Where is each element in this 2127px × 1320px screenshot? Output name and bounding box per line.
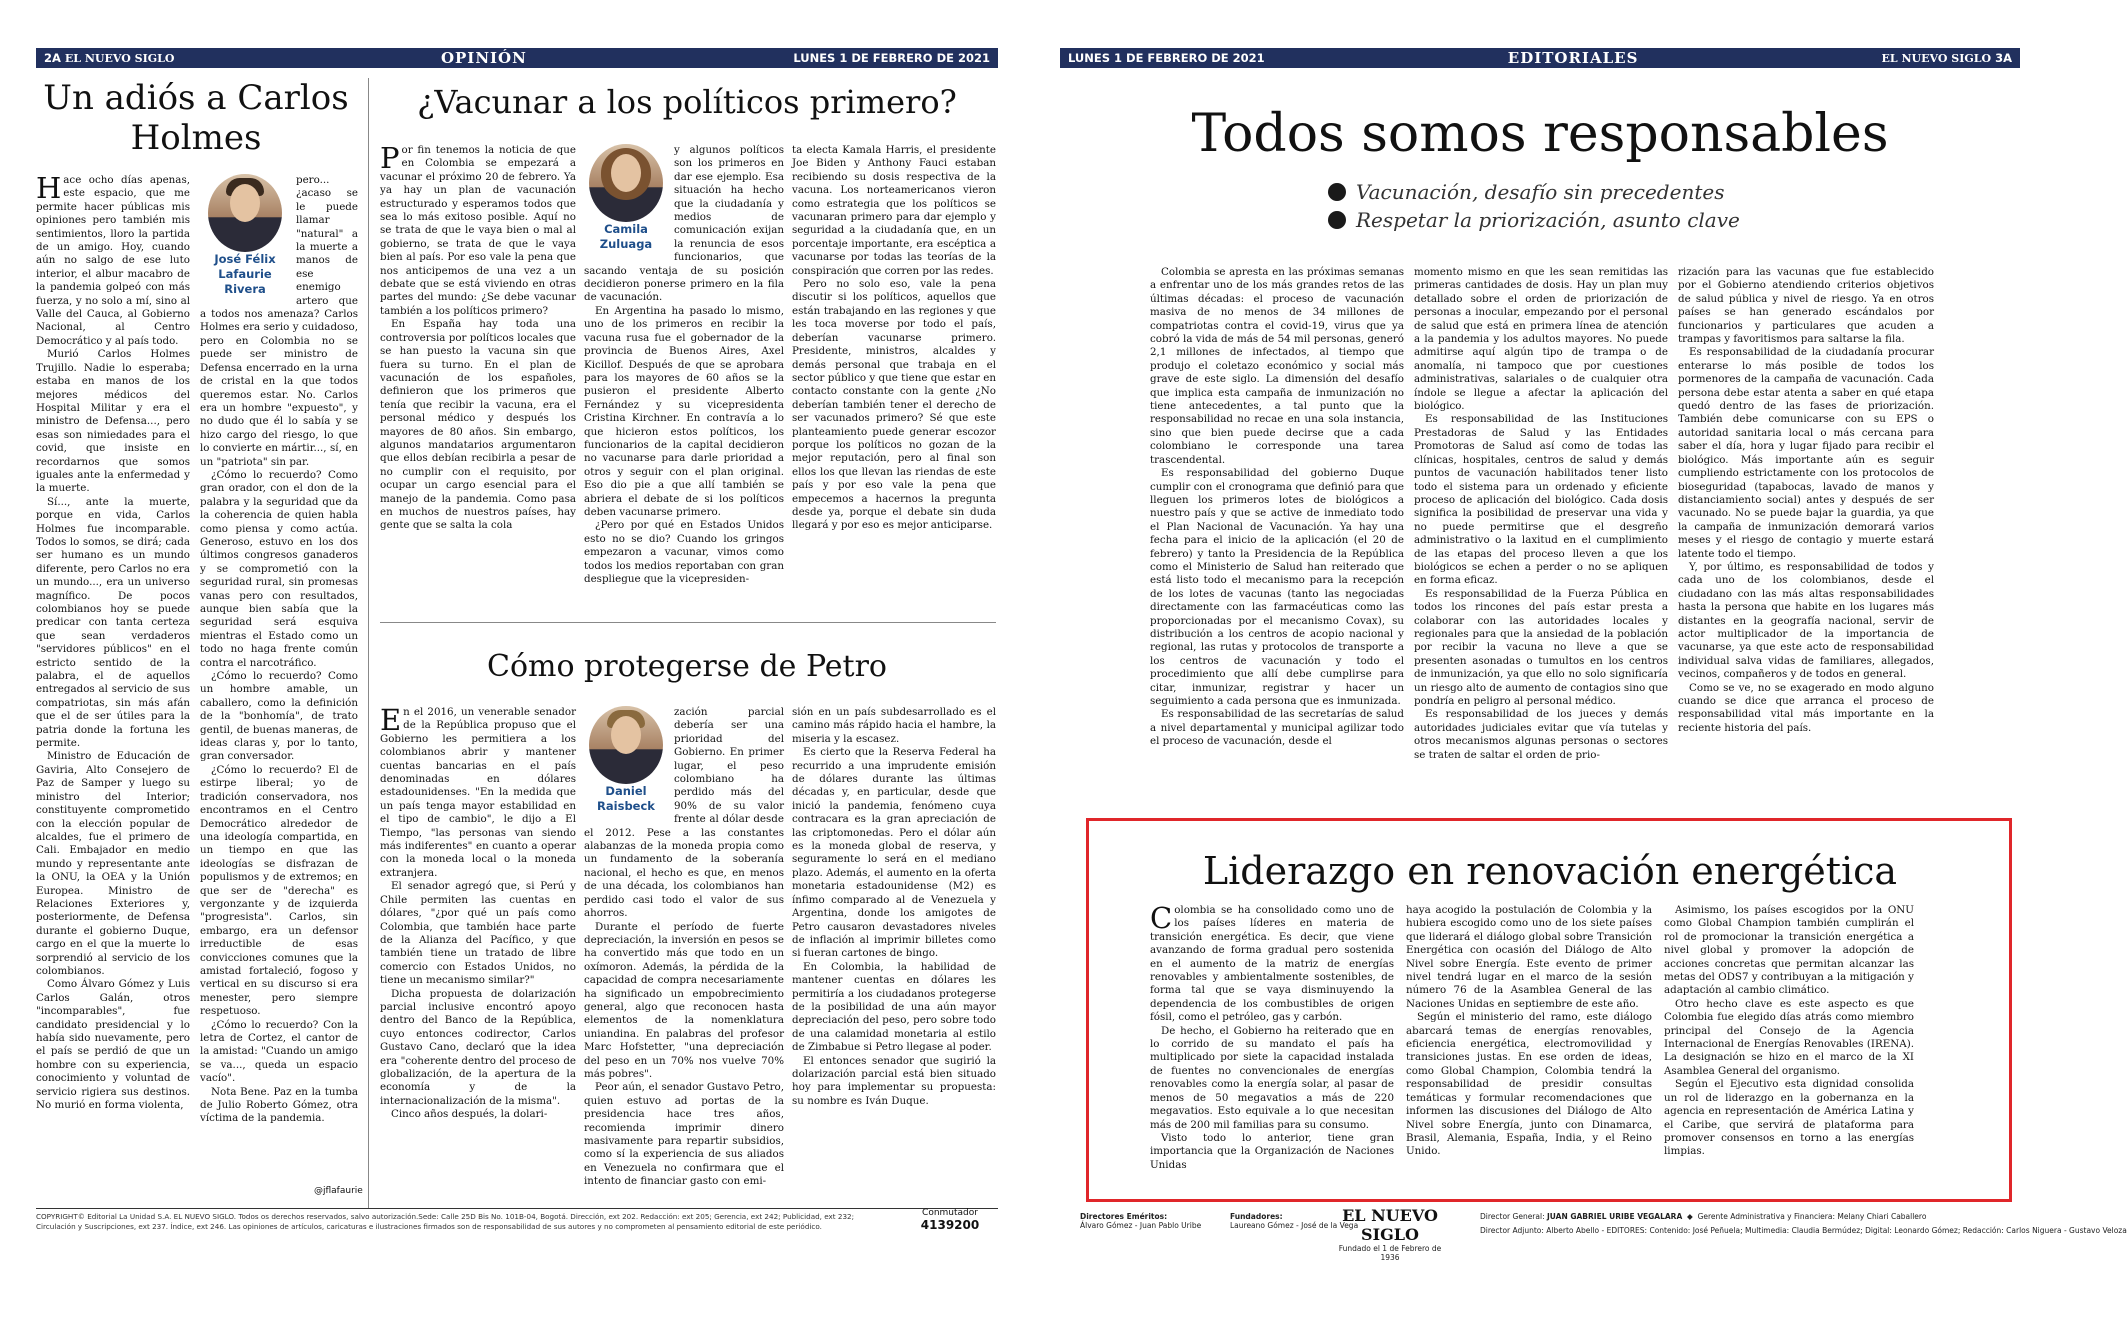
left-footer: COPYRIGHT© Editorial La Unidad S.A. EL NUEVO SIGLO. Todos os derechos reservados, salvo autorización.Sede: Calle 25D Bis No. 101B-04, Bogotá. Dirección, ext 202. Redacción: ext 205; Gerencia, ext 242; Publicidad, ext 232; Circulación y Suscripciones, ext 237. Índice, ext 246. Las opiniones de artículos, caricaturas e ilustraciones firmados son de responsabilidad de sus autores y no comprometen al pensamiento editorial de este periódico. [36, 1212, 855, 1231]
author-handle: @jflafaurie [314, 1186, 363, 1196]
editorial-title-liderazgo: Liderazgo en renovación energética [1202, 849, 1898, 893]
footer-rule [36, 1208, 998, 1209]
article-body-vacunar-col3: ta electa Kamala Harris, el presidente Joe Biden y Anthony Fauci estaban recibiendo su dosis respectiva de la vacuna. Los norteamericanos vieron como estrategia que los políticos se vacunaran primero para dar ejemplo y seguridad a la ciudadanía que, en un porcentaje importante, era escéptica a vacunarse por todas las teorías de la conspiración que corren por las redes. Pero no solo eso, vale la pena discutir si los políticos, aquellos que están trabajando en las regiones y que les toca moverse por todo el país, deberían vacunarse primero. Presidente, ministros, alcaldes y demás personal que trabaja en el sector público y que tiene que estar en contacto constante con la gente ¿No deberían también tener el derecho de ser vacunados primero? Sé que este planteamiento puede generar escozor porque los políticos no gozan de la mejor reputación, pero al final son ellos los que llevan las riendas de este país y por eso vale la pena que empecemos a hacernos la pregunta desde ya, porque el debate sin duda llegará y por eso es mejor anticiparse. [792, 144, 996, 532]
article-title-vacunar: ¿Vacunar a los políticos primero? [417, 83, 957, 121]
highlight-box [1086, 818, 2012, 1202]
author-box [200, 174, 290, 297]
paper-logo: EL NUEVO SIGLO [1342, 1206, 1438, 1244]
right-section-strip [1060, 48, 2020, 68]
author-box [584, 144, 668, 252]
editorial-title-responsables: Todos somos responsables [1191, 104, 1889, 164]
editors-line: Director Adjunto: Alberto Abello - EDITORES: Contenido: José Peñuela; Multimedia: Claudia Bermúdez; Digital: Leonardo Gómez; Redacción: Carlos Niguera - Gustavo Veloza [1480, 1226, 2127, 1235]
paper-name: EL NUEVO SIGLO [1881, 52, 1992, 65]
article-title-adios: Un adiós a Carlos Holmes [43, 78, 349, 158]
bullet-dot-icon [1328, 211, 1346, 229]
page-date: LUNES 1 DE FEBRERO DE 2021 [1068, 51, 1265, 65]
paper-name: EL NUEVO SIGLO [64, 52, 175, 65]
bullet-dot-icon [1328, 183, 1346, 201]
staff-block: Director General: JUAN GABRIEL URIBE VEGALARA ◆ Gerente Administrativa y Financiera: Melany Chiari Caballero [1480, 1212, 1927, 1221]
author-photo [589, 144, 663, 222]
article-body-adios-col2: José Félix Lafaurie Rivera pero... ¿acaso se le puede llamar "natural" a la muerte a manos de ese enemigo artero que a todos nos amenaza? Carlos Holmes era serio y cuidadoso, pero en Colombia no se puede ser ministro de Defensa encerrado en la urna de cristal en la que todos queremos estar. No. Carlos era un hombre "expuesto", y no dudo que él lo sabía y se hizo cargo del riesgo, lo que lo convierte en mártir..., sí, en un "patriota" sin par. ¿Cómo lo recuerdo? Como gran orador, con el don de la palabra y la seguridad que da la coherencia de quien habla como piensa y como actúa. Generoso, estuvo en los dos últimos congresos ganaderos y se comprometió con la seguridad rural, sin promesas vanas pero con resultados, aunque bien sabía que la seguridad será esquiva mientras el Estado como un todo no haga frente común contra el narcotráfico. ¿Cómo lo recuerdo? Como un hombre amable, un caballero, como la definición de la "bonhomía", de trato gentil, de buenas maneras, de ideas claras y, por lo tanto, gran conversador. ¿Cómo lo recuerdo? El de estirpe liberal; yo de tradición conservadora, nos encontramos en el Centro Democrático alrededor de una ideología compartida, en un tiempo en que las ideologías se disfrazan de populismos y de extremos; en que ser de "derecha" es vergonzante y de izquierda "progresista". Carlos, sin embargo, era un defensor irreductible de esas convicciones comunes que la amistad fortaleció, fogoso y vertical en su discurso si era menester, pero siempre respetuoso. ¿Cómo lo recuerdo? Con la letra de Cortez, el cantor de la amistad: "Cuando un amigo se va..., queda un espacio vacío". Nota Bene. Paz en la tumba de Julio Roberto Gómez, otra víctima de la pandemia. [200, 174, 358, 1125]
author-name: José Félix Lafaurie Rivera [214, 252, 276, 296]
editorial2-body-col2: haya acogido la postulación de Colombia y la hubiera escogido como uno de los siete países que liderará el diálogo global sobre Transición Energética con ocasión del Diálogo de Alto Nivel sobre Energía. Este evento de primer nivel tendrá lugar en el marco de la sesión número 76 de la Asamblea General de las Naciones Unidas en septiembre de este año. Según el ministerio del ramo, este diálogo abarcará temas de energías renovables, eficiencia energética, electromovilidad y transiciones justas. En ese orden de ideas, como Global Champion, Colombia tendrá la responsabilidad de presidir consultas temáticas y formular recomendaciones que informen las discusiones del Diálogo de Alto Nivel sobre Energía, junto con Dinamarca, Brasil, Alemania, España, India, y el Reino Unido. [1406, 904, 1652, 1158]
commutator: Conmutador 4139200 [920, 1208, 980, 1232]
editorial-bullets [1328, 180, 1740, 236]
editorial-body-col2: momento mismo en que les sean remitidas las primeras cantidades de dosis. Hay un plan muy detallado sobre el orden de priorización de personas a inocular, empezando por el personal de salud que está en primera línea de atención a la pandemia y los adultos mayores. No puede admitirse aquí algún tipo de trampa o de anomalía, ni tampoco que por cuestiones administrativas, salariales o de cualquier otra índole se llegue a afectar la aplicación del biológico. Es responsabilidad de las Instituciones Prestadoras de Salud y las Entidades Promotoras de Salud así como de todas las clínicas, hospitales, centros de salud y demás puntos de vacunación habilitados tener listo todo el sistema para un ordenado y eficiente proceso de aplicación del biológico. Cada dosis significa la posibilidad de preservar una vida y no puede permitirse que el desgreño administrativo o la laxitud en el cumplimiento de las etapas del proceso lleven a que los biológicos se echen a perder o no se apliquen en forma eficaz. Es responsabilidad de la Fuerza Pública en todos los rincones del país estar presta a colaborar con las autoridades locales y regionales para que la ansiedad de la población por recibir la vacuna no lleve a que se presenten asonadas o tumultos en los centros de inmunización, ya que ello no solo significaría un riesgo alto de aumento de contagios sino que pondría en peligro al personal médico. Es responsabilidad de los jueces y demás autoridades judiciales evitar que vía tutelas y otros mecanismos algunas personas o sectores se traten de saltar el orden de prio- [1414, 266, 1668, 761]
page-number: 2A [44, 51, 61, 65]
article-divider [380, 622, 996, 623]
section-name: EDITORIALES [1507, 49, 1639, 67]
logo-block: EL NUEVO SIGLO Fundado el 1 de Febrero de 1936 [1330, 1206, 1450, 1262]
author-box [584, 706, 668, 814]
column-rule [368, 78, 369, 1208]
left-page-opinion [36, 48, 998, 1218]
left-section-strip [36, 48, 998, 68]
author-name: Camila Zuluaga [599, 222, 653, 251]
emeritus-block: Directores Eméritos: Álvaro Gómez - Juan Pablo Uribe [1080, 1212, 1202, 1230]
author-name: Daniel Raisbeck [597, 784, 655, 813]
article-body-petro-col3: sión en un país subdesarrollado es el camino más rápido hacia el hambre, la miseria y la escasez. Es cierto que la Reserva Federal ha recurrido a una imprudente emisión de dólares durante las últimas décadas y, en particular, desde que inició la pandemia, fenómeno cuya contracara es la gran apreciación de las criptomonedas. Pero el dólar aún es la moneda global de reserva, y seguramente lo será en el mediano plazo. Además, el aumento en la oferta monetaria estadounidense (M2) es ínfimo comparado al de Venezuela y Argentina, donde los amigotes de Petro causaron devastadores niveles de inflación al imprimir billetes como si fueran cartones de bingo. En Colombia, la habilidad de mantener cuentas en dólares les permitiría a los ciudadanos protegerse de la posibilidad de una aún mayor depreciación del peso, pero sobre todo de una calamidad monetaria al estilo de Zimbabue si Petro llegase al poder. El entonces senador que sugirió la dolarización parcial está bien situado hoy para implementar su propuesta: su nombre es Iván Duque. [792, 706, 996, 1107]
article-body-petro-col2: Daniel Raisbeck zación parcial debería ser una prioridad del Gobierno. En primer lugar, el peso colombiano ha perdido más del 90% de su valor frente al dólar desde el 2012. Pese a las constantes alabanzas de la moneda propia como un fundamento de la soberanía nacional, el hecho es que, en menos de una década, los colombianos han perdido casi todo el valor de sus ahorros. Durante el período de fuerte depreciación, la inversión en pesos se ha convertido más que todo en un oxímoron. Además, la pérdida de la capacidad de compra necesariamente ha significado un empobrecimiento general, algo que reconocen hasta elementos de la nomenklatura uniandina. En palabras del profesor Marc Hofstetter, "una depreciación del peso en un 70% nos vuelve 70% más pobres". Peor aún, el senador Gustavo Petro, quien estuvo ad portas de la presidencia hace tres años, recomienda imprimir dinero masivamente para repartir subsidios, como sí la experiencia de sus aliados en Venezuela no confirmara que el intento de financiar gasto con emi- [584, 706, 784, 1188]
founders-block: Fundadores: Laureano Gómez - José de la Vega [1230, 1212, 1359, 1230]
editorial2-body-col3: Asimismo, los países escogidos por la ONU como Global Champion también cumplirán el rol de promocionar la transición energética a nivel global y promover la adopción de acciones concretas que permitan alcanzar las metas del ODS7 y contribuyan a la mitigación y adaptación al cambio climático. Otro hecho clave es este aspecto es que Colombia fue elegido días atrás como miembro principal del Consejo de la Agencia Internacional de Energías Renovables (IRENA). La designación se hizo en el marco de la XI Asamblea General del organismo. Según el Ejecutivo esta dignidad consolida un rol de liderazgo en la gobernanza en la agencia en representación de América Latina y el Caribe, que servirá de plataforma para promover consensos en torno a las energías limpias. [1664, 904, 1914, 1158]
editorial-body-col3: rización para las vacunas que fue establecido por el Gobierno atendiendo criterios objetivos de salud pública y nivel de riesgo. Ya en otros países se han generado escándalos por funcionarios y particulares que acuden a trampas y favoritismos para saltarse la fila. Es responsabilidad de la ciudadanía procurar enterarse lo más posible de todos los pormenores de la campaña de vacunación. Cada persona debe estar atenta a saber en qué etapa quedó dentro de las fases de priorización. También debe comunicarse con su EPS o autoridad sanitaria local o más cercana para saber el día, hora y lugar fijado para recibir el biológico. Más importante aún es seguir cumpliendo estrictamente con los protocolos de bioseguridad (tapabocas, lavado de manos y distanciamiento social) antes y después de ser vacunado. No se puede bajar la guardia, ya que la campaña de inmunización demorará varios meses y el riesgo de contagio y muerte estará latente todo el tiempo. Y, por último, es responsabilidad de todos y cada uno de los colombianos, desde el ciudadano con las más altas responsabilidades hasta la persona que habite en los lugares más distantes en la geografía nacional, servir de actor multiplicador de la importancia de vacunarse, ya que este acto de responsabilidad individual salva vidas de familiares, allegados, vecinos, compañeros y de todos en general. Como se ve, no se exagerado en modo alguno cuando se dice que arranca el proceso de responsabilidad vital más importante en la reciente historia del país. [1678, 266, 1934, 734]
author-photo [589, 706, 663, 784]
page-date: LUNES 1 DE FEBRERO DE 2021 [793, 51, 990, 65]
article-body-vacunar-col2: Camila Zuluaga y algunos políticos son los primeros en dar ese ejemplo. Esa situación ha hecho que la ciudadanía y medios de comunicación exijan la renuncia de esos funcionarios, que sacando ventaja de su posición decidieron ponerse primero en la fila de vacunación. En Argentina ha pasado lo mismo, uno de los primeros en recibir la vacuna rusa fue el gobernador de la provincia de Buenos Aires, Axel Kicillof. Después de que se aprobara para los mayores de 60 años se la pusieron el presidente Alberto Fernández y su vicepresidenta Cristina Kirchner. En contravía a lo que hicieron estos políticos, los funcionarios de la capital decidieron no vacunarse para darle prioridad a otros y seguir con el plan original. Eso dio pie a que allí también se abriera el debate de si los políticos deben vacunarse primero. ¿Pero por qué en Estados Unidos esto no se dio? Cuando los gringos empezaron a vacunar, vimos como todos los medios reportaban con gran despliegue que la vicepresiden- [584, 144, 784, 585]
article-body-petro-col1: En el 2016, un venerable senador de la República propuso que el Gobierno les permitiera a los colombianos abrir y mantener cuentas bancarias en el país denominadas en dólares estadounidenses. "En la medida que un país tenga mayor estabilidad en el tipo de cambio", le dijo a El Tiempo, "las personas van siendo más indiferentes" en cuanto a operar con la moneda local o la moneda extranjera. El senador agregó que, si Perú y Chile permiten las cuentas en dólares, "¿por qué un país como Colombia, que también hace parte de la Alianza del Pacífico, y que también tiene un tratado de libre comercio con Estados Unidos, no tiene un mecanismo similar?" Dicha propuesta de dolarización parcial inclusive encontró apoyo dentro del Banco de la República, cuyo entonces codirector, Carlos Gustavo Cano, declaró que la idea era "coherente dentro del proceso de globalización, de la apertura de la economía y de la internacionalización de la misma". Cinco años después, la dolari- [380, 703, 576, 1121]
article-title-petro: Cómo protegerse de Petro [486, 649, 887, 684]
section-name: OPINIÓN [440, 49, 527, 67]
bullet-item: Respetar la priorización, asunto clave [1328, 208, 1740, 232]
bullet-item: Vacunación, desafío sin precedentes [1328, 180, 1740, 204]
masthead-footer [1080, 1206, 2127, 1262]
editorial-body-col1: Colombia se apresta en las próximas semanas a enfrentar uno de los más grandes retos de las últimas décadas: el proceso de vacunación masiva de no menos de 34 millones de compatriotas contra el covid-19, virus que ya cobró la vida de más de 54 mil personas, generó 2,1 millones de infectados, al tiempo que produjo el coletazo económico y social más grave de este siglo. La dimensión del desafío que implica esta campaña de inmunización no tiene antecedentes, a tal punto que la responsabilidad no recae en una sola instancia, sino que bien puede decirse que a cada colombiano le corresponde una tarea trascendental. Es responsabilidad del gobierno Duque cumplir con el cronograma que definió para que lleguen los primeros lotes de biológicos a nuestro país y que se active de inmediato todo el Plan Nacional de Vacunación. Ya hay una fecha para el inicio de la aplicación (el 20 de febrero) y tanto la Presidencia de la República como el Ministerio de Salud han reiterado que está listo todo el mecanismo para la recepción de los lotes de vacunas (tanto las negociadas directamente con las farmacéuticas como las proporcionadas por el mecanismo Covax), su distribución a los centros de acopio nacional y regional, las rutas y protocolos de transporte a los centros de vacunación y todo el procedimiento que allí debe cumplirse para citar, inmunizar, registrar y hacer un seguimiento a cada persona que es inmunizada. Es responsabilidad de las secretarías de salud a nivel departamental y municipal agilizar todo el proceso de vacunación, desde el [1150, 266, 1404, 748]
editorial2-body-col1: Colombia se ha consolidado como uno de los países líderes en materia de transición energética. Es decir, que viene avanzando de forma gradual pero sostenida en el aumento de la matriz de energías renovables y ambientalmente sostenibles, de forma tal que se vaya disminuyendo la dependencia de los combustibles de origen fósil, como el petróleo, gas y carbón. De hecho, el Gobierno ha reiterado que en lo corrido de su mandato el país ha multiplicado por siete la capacidad instalada de fuentes no convencionales de energías renovables como la energía solar, al pasar de menos de 50 megavatios a más de 220 megavatios. Esto equivale a lo que necesitan más de 200 mil familias para su consumo. Visto todo lo anterior, tiene gran importancia que la Organización de Naciones Unidas [1150, 901, 1394, 1171]
article-body-vacunar-col1: Por fin tenemos la noticia de que en Colombia se empezará a vacunar el próximo 20 de febrero. Ya ya hay un plan de vacunación estructurado y esperamos todos que sea lo más exitoso posible. Aquí no se trata de que le vaya bien o mal al gobierno, se trata de que le vaya bien al país. Por eso vale la pena que nos anticipemos de una vez a un debate que se está viviendo en otras partes del mundo: ¿Se debe vacunar también a los políticos primero? En España hay toda una controversia por políticos locales que se han puesto la vacuna sin que fuera su turno. En el plan de vacunación de los españoles, definieron que los primeros que tenía que recibir la vacuna, era el personal médico y después los mayores de 80 años. Sin embargo, algunos mandatarios argumentaron que ellos debían recibirla a pesar de no cumplir con el requisito, por ocupar un cargo esencial para el manejo de la pandemia. Como pasa en muchos de nuestros países, hay gente que se salta la cola [380, 141, 576, 532]
author-photo [208, 174, 282, 252]
page-number: 3A [1995, 51, 2012, 65]
article-body-adios: Hace ocho días apenas, este espacio, que me permite hacer públicas mis opiniones pero también mis sentimientos, lloro la partida de un amigo. Hoy, cuando aún no salgo de ese luto interior, el albur macabro de la pandemia golpeó con más fuerza, y no solo a mí, sino al Valle del Cauca, al Gobierno Nacional, al Centro Democrático y al país todo. Murió Carlos Holmes Trujillo. Nadie lo esperaba; estaba en manos de los mejores médicos del Hospital Militar y era el ministro de Defensa..., pero esas son nimiedades para el covid, que insiste en recordarnos que somos iguales ante la enfermedad y la muerte. Sí..., ante la muerte, porque en vida, Carlos Holmes fue incomparable. Todos lo somos, se dirá; cada ser humano es un mundo diferente, pero Carlos no era un mundo..., era un universo magnífico. De pocos colombianos hoy se puede predicar con tanta certeza que sean verdaderos "servidores públicos" en el estricto sentido de la palabra, el de aquellos entregados al servicio de sus compatriotas, sin más afán que el de ser útiles para la patria donde la fortuna les permite. Ministro de Educación de Gaviria, Alto Consejero de Paz de Samper y luego su ministro del Interior; constituyente comprometido con la elección popular de alcaldes, fue el primero de Cali. Embajador en medio mundo y representante ante la ONU, la OEA y la Unión Europea. Ministro de Relaciones Exteriores y, posteriormente, de Defensa durante el gobierno Duque, cargo en el que la muerte lo sorprendió al servicio de los colombianos. Como Álvaro Gómez y Luis Carlos Galán, otros "incomparables", fue candidato presidencial y lo había sido nuevamente, pero el país se perdió de que un hombre con su experiencia, conocimiento y voluntad de servicio rigiera sus destinos. No murió en forma violenta, [36, 171, 190, 1112]
